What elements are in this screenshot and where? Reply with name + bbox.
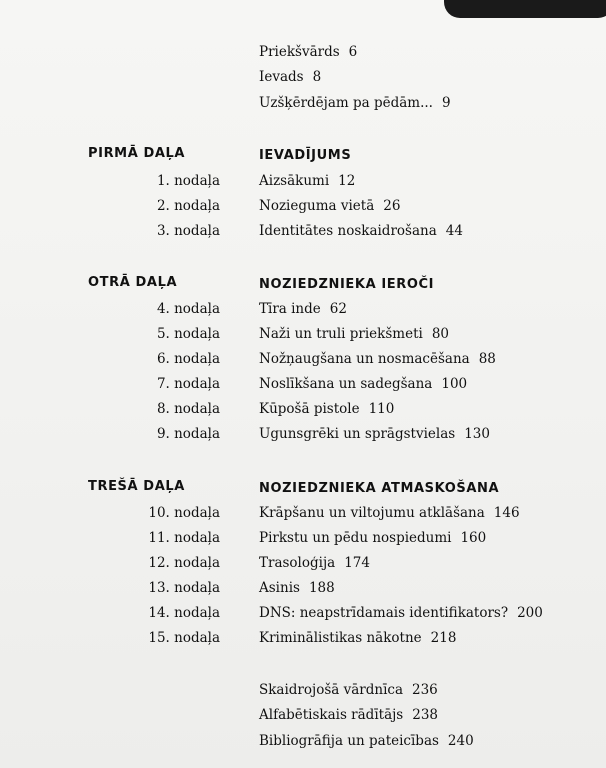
part-heading-2: NOZIEDZNIEKA IEROČI	[259, 277, 435, 292]
toc-entry-front-3: Uzšķērdējam pa pēdām... 9	[259, 95, 451, 111]
chapter-number: 7. nodaļa	[156, 376, 220, 392]
chapter-number: 1. nodaļa	[156, 173, 220, 189]
toc-entry-chapter: Pirkstu un pēdu nospiedumi 160	[259, 530, 487, 546]
toc-entry-chapter: Kūpošā pistole 110	[259, 401, 395, 417]
part-label-2: OTRĀ DAĻA	[88, 275, 178, 290]
toc-entry-chapter: Identitātes noskaidrošana 44	[259, 223, 463, 239]
chapter-number: 12. nodaļa	[148, 555, 220, 571]
toc-entry-chapter: Ugunsgrēki un sprāgstvielas 130	[259, 426, 490, 442]
part-label-1: PIRMĀ DAĻA	[88, 146, 186, 161]
part-label-3: TREŠĀ DAĻA	[88, 479, 185, 494]
toc-entry-chapter: Nozieguma vietā 26	[259, 198, 401, 214]
chapter-number: 11. nodaļa	[148, 530, 220, 546]
toc-entry-back-1: Skaidrojošā vārdnīca 236	[259, 682, 438, 698]
toc-entry-chapter: Naži un truli priekšmeti 80	[259, 326, 449, 342]
chapter-number: 9. nodaļa	[156, 426, 220, 442]
toc-entry-chapter: Aizsākumi 12	[259, 173, 356, 189]
toc-entry-chapter: Tīra inde 62	[259, 301, 347, 317]
toc-entry-chapter: Asinis 188	[259, 580, 335, 596]
toc-entry-chapter: Nožņaugšana un nosmacēšana 88	[259, 351, 496, 367]
chapter-number: 2. nodaļa	[156, 198, 220, 214]
part-heading-1: IEVADĪJUMS	[259, 148, 352, 163]
chapter-number: 6. nodaļa	[156, 351, 220, 367]
chapter-number: 14. nodaļa	[148, 605, 220, 621]
toc-entry-front-1: Priekšvārds 6	[259, 44, 358, 60]
chapter-number: 13. nodaļa	[148, 580, 220, 596]
toc-entry-back-2: Alfabētiskais rādītājs 238	[259, 707, 439, 723]
toc-entry-chapter: Trasoloģija 174	[259, 555, 370, 571]
chapter-number: 5. nodaļa	[156, 326, 220, 342]
toc-entry-back-3: Bibliogrāfija un pateicības 240	[259, 733, 474, 749]
toc-entry-chapter: Noslīkšana un sadegšana 100	[259, 376, 468, 392]
chapter-number: 3. nodaļa	[156, 223, 220, 239]
toc-entry-front-2: Ievads 8	[259, 69, 322, 85]
toc-entry-chapter: Krāpšanu un viltojumu atklāšana 146	[259, 505, 520, 521]
part-heading-3: NOZIEDZNIEKA ATMASKOŠANA	[259, 481, 500, 496]
chapter-number: 8. nodaļa	[156, 401, 220, 417]
toc-entry-chapter: Kriminālistikas nākotne 218	[259, 630, 457, 646]
chapter-number: 10. nodaļa	[148, 505, 220, 521]
chapter-number: 4. nodaļa	[156, 301, 220, 317]
toc-entry-chapter: DNS: neapstrīdamais identifikators? 200	[259, 605, 543, 621]
corner-tab-graphic	[444, 0, 606, 18]
chapter-number: 15. nodaļa	[148, 630, 220, 646]
